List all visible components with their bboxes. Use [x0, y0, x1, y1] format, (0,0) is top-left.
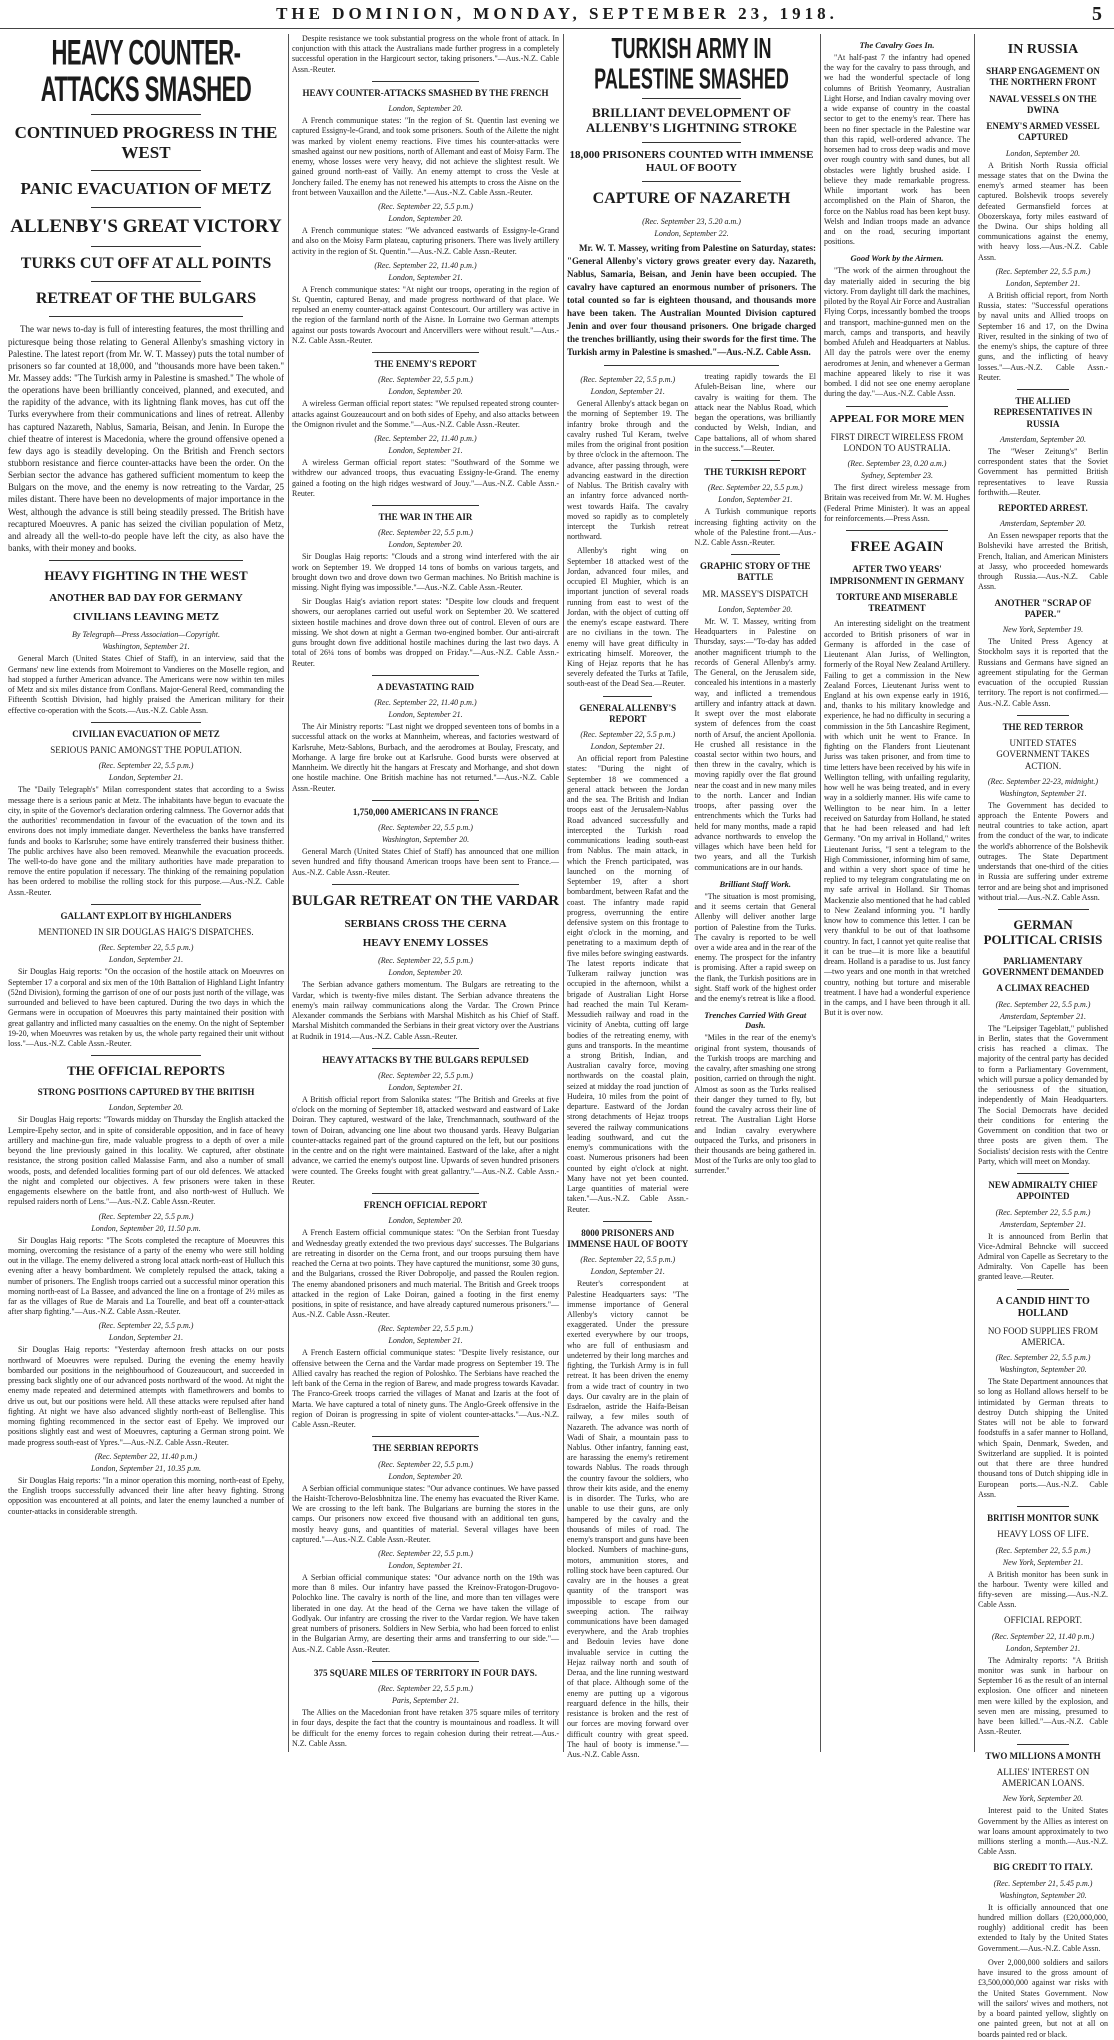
dateline: London, September 21. [1005, 278, 1081, 288]
article-body: "The work of the airmen throughout the day materially aided in securing the big victory. From daylight till dark the machines, piloted by the Royal Air Force and Australian Flying Corps, incessantly bombed the troops and transport, machine-gunned men on the march, camps and transports, and heavily bombed Afuleh and Headquarters at Nablus. All day the patrols were over the enemy aerodromes at Jenin, and whenever a German machine appeared likely to rise it was bombed. I did not see one enemy aeroplane during the day."—Aus.-N.Z. Cable Assn. [824, 266, 970, 399]
divider [642, 98, 742, 99]
article-body: A wireless German official report states: "Southward of the Somme we withdrew our advanced troops, thus evacuating Essigny-le-Grand. The enemy gained a footing on the high ridges westward of Jouy."—Aus.-N.Z. Cable Assn.-Reuter. [292, 458, 559, 498]
divider [1017, 715, 1069, 716]
subhead-parliamentary-government: PARLIAMENTARY GOVERNMENT DEMANDED [982, 955, 1104, 978]
subhead-serbians-cross-cerna: SERBIANS CROSS THE CERNA [344, 917, 507, 930]
article-body: A British official report from Salonika states: "The British and Greeks at five o'clock on the morning of September 18, attacked westward and eastward of Lake Doiran. They captured, westward of the lake, Trenchmannach, southward of the town of Doiran, advancing one line about two thousand yards. Heavy Bulgarian counter-attacks regained part of the ground captured on the left, but our positions in the centre and on the right were maintained. Eastward of the lake, after a night advance, we carried the enemy's outpost line. Upwards of seven hundred prisoners were counted. The Greeks fought with great gallantry."—Aus.-N.Z. Cable Assn.-Reuter. [292, 1095, 559, 1186]
subhead-airmen: Good Work by the Airmen. [850, 253, 944, 264]
dateline: London, September 21, 10.35 p.m. [91, 1463, 201, 1473]
article-body: Allenby's right wing on September 18 attacked west of the Jordan, advanced four miles, and occupied El Mughier, which is an important junction of several roads running from east to west of the Jordan, with the object of cutting off the enemy's escape eastward. There are no civilians in the town. The enemy will have great difficulty in extricating himself. Moreover, the King of Hejaz reports that he has severely defeated the Turks at Tafile, south-east of the Dead Sea.—Reuter. [567, 546, 689, 689]
article-body: It is announced from Berlin that Vice-Admiral Behncke will succeed Admiral von Capelle as Secretary to the Admiralty. Von Capelle has been granted leave.—Reuter. [978, 1231, 1108, 1282]
subhead-cavalry-goes-in: The Cavalry Goes In. [859, 40, 935, 50]
received-line: (Rec. September 22, 5.5 p.m.) [995, 266, 1091, 276]
subhead-strong-positions: STRONG POSITIONS CAPTURED BY THE BRITISH [37, 1087, 255, 1098]
headline-continued-progress: CONTINUED PROGRESS IN THE WEST [14, 123, 278, 162]
dateline: London, September 20. [388, 540, 463, 550]
headline-square-miles: 375 SQUARE MILES OF TERRITORY IN FOUR DAYS. [314, 1667, 537, 1678]
dateline: London, September 21. [388, 1561, 463, 1571]
received-line: (Rec. September 22, 5.5 p.m.) [378, 1071, 473, 1081]
headline-free-again: FREE AGAIN [850, 539, 944, 556]
received-line: (Rec. September 22, 5.5 p.m.) [995, 1545, 1091, 1555]
subcolumn-left [567, 372, 689, 1764]
received-line: (Rec. September 22, 5.5 p.m.) [580, 1255, 676, 1265]
divider [1017, 1289, 1069, 1290]
article-body: Interest paid to the United States Government by the Allies as interest on war loans amount approximately to two millions sterling a month.—Aus.-N.Z. Cable Assn. [978, 1806, 1108, 1857]
headline-red-terror: THE RED TERROR [1002, 721, 1084, 732]
dateline: London, September 21. [1005, 1643, 1081, 1653]
divider [91, 246, 201, 247]
dateline: London, September 20. [718, 604, 793, 614]
article-body: Reuter's correspondent at Palestine Headquarters says: "The immense importance of General Allenby's victory cannot be exaggerated. Under the pressure exerted everywhere by our troops, who are full of enthusiasm and undeterred by their long marches and fighting, the Turkish Army is in full retreat. It has been driven the enemy from a wide tract of country in two days. Our cavalry are in the plain of Esdraelon, astride the Haifa-Beisan railway, a few miles south of Nazareth. The advance was north of Wadi of Shair, a mountain pass to Nablus. Other infantry, fanning east, are harassing the enemy's retirement towards Nablus. The roads through the country favour the soldiers, who throw their kits aside, and the enemy is in disorder. The Turks, who are unable to use their guns, are only hampered by the cavalry and the thousands of miles of road. The enemy's transport and guns have been blocked. Numbers of machine-guns, motors, ammunition stores, and rolling stock have been captured. Our cavalry are in the houses a great quantity of the transport was impossible to escape from our sweeping action. The railway communications have been damaged everywhere, and the Arab trophies and Bedouin levies have done invaluable service in cutting the Hejaz railway north and south of Deraa, and the line running westward of that place. Although some of the enemy are putting up a vigorous rearguard defence in the hills, their resistance is broken and the rest of our forces are moving forward over difficult country with great speed. The haul of booty is immense."—Aus.-N.Z. Cable Assn. [567, 1279, 689, 1760]
subhead-climax-reached: A CLIMAX REACHED [996, 983, 1090, 994]
dateline: London, September 21. [388, 1083, 463, 1093]
divider [91, 904, 201, 905]
headline-official-reports: THE OFFICIAL REPORTS [67, 1063, 225, 1079]
article-body: The "Daily Telegraph's" Milan correspondent states that according to a Swiss message there is a serious panic at Metz. The inhabitants have begun to evacuate the city, in spite of the Governor's declaration ordering calmness. The Governor adds that the authorities' recommendation in favour of the evacuation of the town and its environs does not imply immediate danger. Nevertheless the banks have transferred funds and books to Karlsruhe; some have entirely transferred their business thither. The public archives have also been removed. Meanwhile the evacuation proceeds. The well-to-do have gone and the military authorities have made preparation to remove the entire population if necessary. The thinking of the remaining population has been ordered to mobilise the rolling stock for this purpose.—Aus.-N.Z. Cable Assn.-Reuter. [8, 785, 284, 897]
article-body: The Allies on the Macedonian front have retaken 375 square miles of territory in four days, despite the fact that the country is mountainous and roadless. It will be difficult for the enemy forces to regain cohesion during their retreat.—Aus.-N.Z. Cable Assn. [292, 1708, 559, 1748]
dateline: New York, September 19. [1002, 625, 1084, 635]
article-body: It is officially announced that one hundred million dollars (£20,000,000, roughly) additional credit has been extended to Italy by the United States Government.—Aus.-N.Z. Cable Assn. [978, 1902, 1108, 1953]
article-body: The Admiralty reports: "A British monitor was sunk in harbour on September 16 as the result of an internal explosion. One officer and nineteen men were killed by the explosion, and seven men are missing, presumed to have been killed."—Aus.-N.Z. Cable Assn.-Reuter. [978, 1655, 1108, 1737]
article-body: Sir Douglas Haig reports: "Clouds and a strong wind interfered with the air work on September 19. We dropped 14 tons of bombs on various targets, and brought down two and drove down two German machines. No British machine is missing. Night flying was impossible."—Aus.-N.Z. Cable Assn.-Reuter. [292, 552, 559, 593]
divider [91, 722, 201, 723]
article-body: A British North Russia official message states that on the Dwina the enemy's armed steamer has been captured. Bolshevik troops severely defeated Germansfield forces at Obozerskaya, forty miles eastward of the Dwina. Our ships holding all communications against the enemy, with heavy loss.—Aus.-N.Z. Cable Assn. [978, 160, 1108, 262]
headline-scrap-of-paper: ANOTHER "SCRAP OF PAPER." [994, 597, 1092, 619]
column-rule [563, 34, 564, 1752]
article-body: Sir Douglas Haig reports: "In a minor operation this morning, north-east of Epehy, the English troops successfully advanced their line after heavy fighting. Strong opposition was encountered at all points, and later the enemy launched a number of counter-attacks in considerable strength. [8, 1475, 284, 1516]
article-body: The Serbian advance gathers momentum. The Bulgars are retreating to the Vardar, which is twenty-five miles distant. The Serbian advance threatens the enemy's main railway communications along the Vardar. The Crown Prince Alexander commands the Serbians with Marshal Mishitch as his Chief of Staff. Marshal Mishitch commanded the Serbians in their great victory over the Austrians at Rudnik in 1914.—Aus.-N.Z. Cable Assn.-Reuter. [292, 980, 559, 1041]
article-body: A wireless German official report states: "We repulsed repeated strong counter-attacks against Gouzeaucourt and on both sides of Epehy, and also attacks between the Omignon rivulet and the Somme."—Aus.-N.Z. Cable Assn.-Reuter. [292, 399, 559, 429]
headline-monitor-sunk: BRITISH MONITOR SUNK [987, 1513, 1099, 1523]
divider [604, 365, 778, 366]
divider [846, 406, 948, 407]
article-body: Despite resistance we took substantial progress on the whole front of attack. In conjunction with this attack the Australians made further progress in a completely successful operation in the Hargicourt sector, taking prisoners."—Aus.-N.Z. Cable Assn.-Reuter. [292, 34, 559, 74]
war-news-summary: The war news to-day is full of interesting features, the most thrilling and picturesque being those relating to General Allenby's smashing victory in Palestine. The latest report (from Mr. W. T. Massey) puts the total number of prisoners so far counted at 18,000, and "thousands more have been taken." Mr. Massey adds: "The Turkish army in Palestine is smashed." The whole of the operations have been brilliantly conceived, planned, and executed, and the rapidity of the advance, with its lightning flank moves, has cut off the Turks everywhere from their communications and lines of retreat. Allenby has captured Nazareth, Nablus, Samaria, Beisan, and Jenin. In Europe the chief theatre of interest is Macedonia, where the ground offensive opened a few days ago is steadily developing. On the British and French sectors stubborn resistance and fierce counter-attacks have been the order. On the Serbian sector the advance has gathered sufficient momentum to keep the Bulgars on the move, and the enemy is now retreating to the Vardar, 25 miles distant. There have been no developments of major importance in the West, although the advance is still being steadily pressed. The British have recaptured Moeuvres. A panic has seized the civilian population of Metz, and already all the well-to-do people have left the city, as also have the banks, with their money and books. [8, 324, 284, 553]
subhead-trenches-carried: Trenches Carried With Great Dash. [704, 1010, 807, 1031]
received-line: (Rec. September 22, 5.5 p.m.) [98, 943, 194, 953]
headline-turks-cut-off: TURKS CUT OFF AT ALL POINTS [20, 254, 272, 272]
dateline: New York, September 21. [1002, 1557, 1084, 1567]
received-line: (Rec. September 22, 5.5 p.m.) [378, 956, 473, 966]
subhead-haig-dispatches: MENTIONED IN SIR DOUGLAS HAIG'S DISPATCHES. [38, 927, 254, 938]
article-body: The Government has decided to approach the Entente Powers and neutral countries to take action, apart from the conduct of the war, to indicate the world's abhorrence of the Bolshevik outrages. The State Department understands that one-third of the cities in Russia are suffering under extreme terror and are being shot and imprisoned without trial.—Aus.-N.Z. Cable Assn. [978, 800, 1108, 902]
article-body: The State Department announces that so long as Holland allows herself to be intimidated by German threats to destroy Dutch shipping the United States will not be able to forward foodstuffs in a safer manner to Holland, which Spain, Denmark, Sweden, and Switzerland are supplied. It is pointed out that there are three hundred thousand tons of Dutch shipping idle in European ports.—Aus.-N.Z. Cable Assn. [978, 1377, 1108, 1499]
divider [998, 909, 1089, 910]
subhead-serious-panic: SERIOUS PANIC AMONGST THE POPULATION. [50, 745, 242, 756]
divider [372, 1048, 479, 1049]
received-line: (Rec. September 22, 5.5 p.m.) [378, 1684, 473, 1694]
dateline: London, September 20. [388, 1471, 463, 1481]
dateline: New York, September 20. [1002, 1794, 1084, 1804]
lead-massey-report: Mr. W. T. Massey, writing from Palestine on Saturday, states: "General Allenby's victory grows greater every day. Nazareth, Nablus, Samaria, Beisan, and Jenin have been occupied. The cavalry have captured an enormous number of prisoners. The total counted so far is eighteen thousand, and thousands more have been taken. The Australian Mounted Division captured Jenin and over four thousand prisoners. One brigade charged the trenches brilliantly, using their swords for the first time. The Turkish army in Palestine is smashed."—Aus.-N.Z. Cable Assn. [567, 242, 816, 358]
subcolumn-right [695, 372, 817, 1764]
subhead-first-wireless: FIRST DIRECT WIRELESS FROM LONDON TO AUSTRALIA. [830, 431, 964, 453]
headline-reported-arrest: REPORTED ARREST. [998, 502, 1088, 513]
received-line: (Rec. September 22, 11.40 p.m.) [991, 1631, 1095, 1641]
received-line: (Rec. September 22, 11.40 p.m.) [94, 1451, 198, 1461]
headline-heavy-fighting-west: HEAVY FIGHTING IN THE WEST [44, 568, 248, 584]
subcolumns [567, 372, 816, 1764]
headline-graphic-story: GRAPHIC STORY OF THE BATTLE [700, 561, 811, 583]
received-line: (Rec. September 22, 5.5 p.m.) [378, 202, 473, 212]
divider [372, 800, 479, 801]
divider [91, 170, 201, 171]
subhead-no-food-supplies: NO FOOD SUPPLIES FROM AMERICA. [987, 1325, 1099, 1347]
divider [91, 1055, 201, 1056]
dateline: London, September 21. [388, 272, 463, 282]
article-body: A Serbian official communique states: "Our advance continues. We have passed the Haisht-Tcherovo-Belosbhnitza line. The enemy has evacuated the River Kame. We are crossing to the left bank. The Bulgarians are burning the stores in the camps. Our prisoners now exceed five thousand with an additional ten guns, mostly heavy guns, and quantities of material. Several villages have been captured."—Aus.-N.Z. Cable Assn.-Reuter. [292, 1483, 559, 1544]
received-line: (Rec. September 23, 5.20 a.m.) [642, 216, 741, 226]
divider [603, 1221, 652, 1222]
divider [372, 1193, 479, 1194]
headline-french-official: FRENCH OFFICIAL REPORT [363, 1200, 488, 1211]
article-body: Over 2,000,000 soldiers and sailors have insured to the gross amount of £3,500,000,000 against war risks with the United States Government. Now will the sailors' wives and mothers, not by a board painted yellow, slightly on one painted green, but not at all on boards painted red or black. [978, 1957, 1108, 2039]
article-body: A French Eastern official communique states: "Despite lively resistance, our offensive between the Cerna and the Vardar made progress on September 19. The Allied cavalry has reached the region of Poloshko. The Serbians have reached the left bank of the Cerna in the region of Barew, and made progress towards Kavadar. The Franco-Greek troops carried the villages of Manat and Izaris at the foot of Marta. We have captured a total of ninety guns. The Anglo-Greek offensive in the region of Doiran is progressing in spite of violent counter-attacks."—Aus.-N.Z. Cable Assn.-Reuter. [292, 1348, 559, 1430]
column-3 [567, 32, 816, 1760]
article-body: treating rapidly towards the El Afuleh-Beisan line, where our cavalry is waiting for them. The attack near the Nablus Road, which began the operations, was brilliantly conducted by Welsh, Indian, and Cape battalions, all of whom shared in the success."—Reuter. [694, 372, 816, 453]
article-body: The "Leipsiger Tageblatt," published in Berlin, states that the Government crisis has reached a climax. The majority of the central party has decided to form a Parliamentary Government, which will pursue a policy demanded by the seriousness of the situation, independently of Main Headquarters. The Social Democrats have decided their conditions for entering the Government on condition that two or three posts are given them. The Socialists' decision rests with the Centre Party, which will meet on Monday. [978, 1023, 1108, 1166]
dateline: Washington, September 20. [381, 835, 470, 845]
article-body: Sir Douglas Haig reports: "The Scots completed the recapture of Moeuvres this morning, overcoming the resistance of a party of the enemy who were still holding out in the village. The enemy delivered a strong local attack north-east of Hulluch this evening after a heavy bombardment. We completely repulsed the attack, taking a number of prisoners. The English troops carried out a successful minor operation this morning north-east of La Bassee, and advanced the line on a frontage of 2½ miles as far as the villages of Rue de Marais and La Tourelle, and beat off a counter-attack after sharp fighting."—Aus.-N.Z. Cable Assn.-Reuter. [8, 1235, 284, 1317]
headline-turkish-army-smashed: TURKISH ARMY IN PALESTINE SMASHED [594, 32, 789, 95]
received-line: (Rec. September 22, 5.5 p.m.) [995, 999, 1091, 1009]
divider [846, 530, 948, 531]
article-body: The first direct wireless message from Britain was received from Mr. W. M. Hughes (Federal Prime Minister). It was an appeal for reinforcements.—Press Assn. [824, 483, 970, 523]
divider [372, 352, 479, 353]
dateline: Amsterdam, September 21. [1000, 1219, 1086, 1229]
column-2 [292, 34, 559, 1752]
column-rule [974, 34, 975, 1752]
dateline: Washington, September 20. [999, 1365, 1087, 1375]
dateline: London, September 20. [388, 214, 463, 224]
article-body: An Essen newspaper reports that the Bolsheviki have arrested the British, French, Italian, and American Ministers at Jassy, who proceeded homewards through Russia.—Aus.-N.Z. Cable Assn. [978, 531, 1108, 592]
subhead-sharp-engagement: SHARP ENGAGEMENT ON THE NORTHERN FRONT [986, 66, 1100, 88]
headline-bulgar-retreat: BULGAR RETREAT ON THE VARDAR [292, 892, 560, 909]
headline-two-millions: TWO MILLIONS A MONTH [985, 1750, 1101, 1761]
dateline: London, September 20, 11.50 p.m. [91, 1223, 201, 1233]
divider [91, 114, 201, 115]
article-body: General March (United States Chief of Staff) has announced that one million seven hundred and fifty thousand American troops have been sent to France.—Aus.-N.Z. Cable Assn.-Reuter. [292, 847, 559, 877]
dateline: London, September 21. [108, 773, 184, 783]
headline-counter-attacks: HEAVY COUNTER-ATTACKS SMASHED [40, 32, 252, 110]
dateline: Amsterdam, September 20. [1000, 519, 1086, 529]
article-body: Sir Douglas Haig reports: "Yesterday afternoon fresh attacks on our posts northward of Moeuvres were repulsed. During the evening the enemy heavily bombarded our positions in the neighbourhood of Gouzeaucourt, and succeeded in pressing back slightly one of our advanced posts northward of the wood. At night the enemy made repeated and determined attempts with flamethrowers and bombs to drive us out, but our positions were held. All these attacks were repulsed after hand fighting. At night we have also advanced slightly north-east of Bellenglise. This morning fighting recommenced in the sector east of Epehy. We improved our positions slightly east and west of Moeuvres, capturing a German strong point. We made progress south-east of Ypres."—Aus.-N.Z. Cable Assn.-Reuter. [8, 1345, 284, 1447]
article-body: "The situation is most promising, and it seems certain that General Allenby will deliver another large portion of Palestine from the Turks. The cavalry is reported to be well over a wide area and in the rear of the enemy. The prospect for the infantry is promising. After a rapid sweep on the flank, the Turkish positions are in sight. Staff work of the highest order and the enemy's retreat is like a flood. [694, 891, 816, 1004]
received-line: (Rec. September 22, 5.5 p.m.) [98, 761, 194, 771]
subhead-armed-vessel: ENEMY'S ARMED VESSEL CAPTURED [986, 121, 1100, 143]
divider [332, 884, 519, 885]
article-body: Mr. W. T. Massey, writing from Headquarters in Palestine on Thursday, says:—"To-day has added another magnificent triumph to the records of General Allenby's army. The General, on the Jerusalem side, concealed his intentions in a masterly way, and inflicted a tremendous artillery and infantry attack at dawn. It swept over the most elaborate system of defences from the coast north of Arsuf, the ancient Apollonia. He crushed all resistance in the coastal sector within two hours, and then threw in the cavalry, which is moving rapidly over the flat ground near the coast and in new many miles to the north. Lancer and Indian troops, after passing over the entrenchments which the Turks had held for many months, made a rapid advance northwards to envelop the villages which have been held for two years, and all the Turkish communications are in our hands. [694, 616, 816, 872]
column-rule [820, 34, 821, 1752]
subhead-heavy-loss: HEAVY LOSS OF LIFE. [997, 1529, 1089, 1540]
subhead-two-years-imprisonment: AFTER TWO YEARS' IMPRISONMENT IN GERMANY [829, 564, 965, 586]
subhead-massey-dispatch: MR. MASSEY'S DISPATCH [702, 588, 809, 599]
received-line: (Rec. September 22, 5.5 p.m.) [378, 823, 473, 833]
divider [642, 181, 742, 182]
headline-allenby-report: GENERAL ALLENBY'S REPORT [579, 702, 677, 724]
column-rule [288, 34, 289, 1752]
headline-americans-in-france: 1,750,000 AMERICANS IN FRANCE [352, 806, 499, 817]
received-line: (Rec. September 22, 11.40 p.m.) [374, 434, 477, 444]
article-body: A Turkish communique reports increasing fighting activity on the whole of the Palestine front.—Aus.-N.Z. Cable Assn.-Reuter. [694, 507, 816, 547]
article-body: Sir Douglas Haig's aviation report states: "Despite low clouds and frequent showers, our aeroplanes carried out useful work on September 20. We scattered sixteen hostile machines and drove down three out of control. Eleven of ours are missing. We shot down at night a German two-engined bomber. Our anti-aircraft guns brought down five additional hostile machines during the last two days. A total of 26¼ tons of bombs was dropped on Friday."—Aus.-N.Z. Cable Assn.-Reuter. [292, 597, 559, 668]
column-1 [8, 34, 284, 1752]
dateline: London, September 20. [388, 104, 463, 114]
divider [1017, 1744, 1069, 1745]
received-line: (Rec. September 22, 5.5 p.m.) [378, 528, 473, 538]
article-body: "Miles in the rear of the enemy's original front system, thousands of the Turkish troops are marching and the cavalry, after smashing one strong position, carried on through the night. Almost as soon as the Turks realised their danger they turned to fly, but found the cavalry across their line of retreat. The Australian Light Horse and Indian cavalry everywhere outpaced the Turks, and prisoners in their thousands are being gathered in. Most of the Turks are only too glad to surrender." [694, 1033, 816, 1176]
article-body: An interesting sidelight on the treatment accorded to British prisoners of war in Germany is afforded in the case of Lieutenant Alan Juriss, of Wellington, formerly of the Royal New Zealand Artillery. Failing to get a commission in the New Zealand Forces, Lieutenant Juriss went to England at his own expense early in 1916, and, thanks to his military knowledge and experience, he had no difficulty in securing a commission in the 5th Lancashire Regiment, with which unit he went to France. In fighting on the Flanders front Lieutenant Juriss was taken prisoner, and from time to time letters have been received by his wife in Wellington telling, with unfailing regularity, how well he was being treated, and in every way in a soldierly manner. His wife came to Wellington to be near him. In a letter received on Saturday from Holland, he stated that he had been released and had left Germany. "On my arrival in Holland," writes Lieutenant Juriss, "I sent a telegram to the High Commissioner, informing him of same, and within a very short space of time he replied to my telegram congratulating me on my safe arrival in Holland. Sir Thomas Mackenzie also mentioned that he had cabled to New Zealand informing you. "I hardly know how to commence this letter. I can be very thankful to be out of that loathsome country. In fact, I cannot yet quite realise that it can be true—it is more like a beautiful dream. Holland is a paradise to us. Just fancy—two years and one month in that wretched country, nothing but torture and miserable treatment. I have had a wonderful experience in the camps, and I have been through it all. But it is over now. [824, 619, 970, 1018]
subhead-naval-vessels: NAVAL VESSELS ON THE DWINA [989, 93, 1097, 115]
received-line: (Rec. September 22-23, midnight.) [987, 776, 1099, 786]
article-body: An official report from Palestine states: "During the night of September 18 we commenced a general attack between the Jordan and the sea. The British and Indian troops east of the Jerusalem-Nablus Road advanced successfully and intercepted the Turkish road communications leading south-east from Nablus. The main attack, in which the French participated, was launched on the morning of September 19, after a short bombardment, between Rafat and the coast. The infantry made rapid progress, overrunning the entire defensive system on this frontage to eight o'clock in the morning, and penetrating to a maximum depth of five miles before swinging eastwards. The latest reports indicate that Tulkeram railway junction was occupied in the afternoon, whilst a brigade of Australian Light Horse had reached the main Tul Keram-Messudieh railway and road in the vicinity of Anebta, cutting off large bodies of the retreating enemy, with guns and transports. In the meantime a strong British, Indian, and Australian cavalry force, moving northwards on the coastal plain, seized at midday the road junction of Hudeira, 10 miles from the point of departure. Eastward of the Jordan strong detachments of Hejaz troops severed the railway communications leading southward, and cut the enemy's communications with the coast. Numerous prisoners had been counted by eight o'clock at night. Many have not yet been counted. Large quantities of material were taken."—Aus.-N.Z. Cable Assn.-Reuter. [567, 754, 689, 1214]
dateline: Amsterdam, September 21. [1000, 1011, 1086, 1021]
dateline: London, September 20. [388, 387, 463, 397]
masthead [0, 0, 1114, 29]
dateline: Sydney, September 23. [861, 471, 933, 481]
received-line: (Rec. September 22, 11.40 p.m.) [374, 260, 477, 270]
dateline: London, September 20. [388, 968, 463, 978]
headline-in-russia: IN RUSSIA [1007, 42, 1079, 57]
divider [731, 554, 780, 555]
dateline: London, September 21. [108, 1333, 184, 1343]
article-body: Sir Douglas Haig reports: "On the occasion of the hostile attack on Moeuvres on September 17 a corporal and six men of the 10th Battalion of Highland Light Infantry (52nd Division), forming the garrison of one of our posts just north of the village, was surrounded and believed to have been captured. During the two days in which the Germans were in occupation of Moeuvres this party maintained their position with great gallantry and inflicted many casualties on the enemy. On the night of September 19-20, when Moeuvres was retaken by us, the whole party regained their unit without loss."—Aus.-N.Z. Cable Assn.-Reuter. [8, 967, 284, 1049]
dateline: London, September 21. [718, 495, 793, 505]
headline-war-in-air: THE WAR IN THE AIR [378, 512, 473, 523]
subhead-18000-prisoners: 18,000 PRISONERS COUNTED WITH IMMENSE HAUL OF BOOTY [569, 148, 814, 175]
subhead-civilians-leaving-metz: CIVILIANS LEAVING METZ [73, 611, 219, 624]
dateline: London, September 21. [590, 1267, 665, 1277]
dateline: London, September 21. [388, 446, 463, 456]
subhead-brilliant-development: BRILLIANT DEVELOPMENT OF ALLENBY'S LIGHTNING STROKE [586, 104, 797, 136]
headline-enemy-report: THE ENEMY'S REPORT [374, 359, 477, 370]
received-line: (Rec. September 22, 5.5 p.m.) [580, 375, 676, 385]
article-body: A French Eastern official communique states: "On the Serbian front Tuesday and Wednesday greatly extended the two previous days' successes. The Bulgarians are retreating in disorder on the Cerna front, and our troops pursuing them have reached the Cerna at two points. They have captured the munitionsr, some 30 guns, and the Bulgarians, crossed the River Dobropolje, and passed the Roulen region. The enemy abandoned prisoners and much material. The British and Greek troops attacked in the region of Lake Doiran, gained a footing in the first enemy positions, in spite of resistance, and have already captured numerous prisoners."—Aus.-N.Z. Cable Assn.-Reuter. [292, 1228, 559, 1320]
divider [49, 560, 242, 561]
dateline: London, September 21. [108, 955, 184, 965]
received-line: (Rec. September 22, 5.5 p.m.) [98, 1211, 194, 1221]
dateline: London, September 21. [590, 742, 665, 752]
subhead-us-government: UNITED STATES GOVERNMENT TAKES ACTION. [996, 738, 1090, 771]
headline-smashed-by-french: HEAVY COUNTER-ATTACKS SMASHED BY THE FRENCH [302, 87, 549, 98]
received-line: (Rec. September 22, 5.5 p.m.) [98, 1321, 194, 1331]
dateline: Washington, September 21. [999, 788, 1087, 798]
headline-serbian-reports: THE SERBIAN REPORTS [372, 1443, 479, 1454]
subhead-bad-day-germany: ANOTHER BAD DAY FOR GERMANY [49, 592, 243, 605]
article-body: The "Weser Zeitung's" Berlin correspondent states that the Soviet Government has permitted British representatives to leave Russia forthwith.—Reuter. [978, 446, 1108, 497]
headline-devastating-raid: A DEVASTATING RAID [376, 681, 475, 692]
dateline: Amsterdam, September 20. [1000, 434, 1086, 444]
divider [91, 207, 201, 208]
subhead-official-report: OFFICIAL REPORT. [1004, 1615, 1082, 1626]
dateline: Washington, September 20. [999, 1890, 1087, 1900]
headline-gallant-exploit: GALLANT EXPLOIT BY HIGHLANDERS [60, 910, 232, 921]
subhead-heavy-enemy-losses: HEAVY ENEMY LOSSES [362, 937, 489, 950]
article-body: A French communique states: "In the region of St. Quentin last evening we captured Essigny-le-Grand, and took some prisoners. South of the Ailette the night was marked by violent enemy reactions. Five times his counter-attacks were smashed against our new positions, north of Allemant and east of Moisy Farm. The enemy, whose losses were very heavy, did not achieve the slightest result. We gained ground north-east of Vailly. An enemy attempt to cross the Vesle at Jonchery failed. The enemy has not renewed his attempts to cross the Aisne on the front between Vauxaillon and the Ailette."—Aus.-N.Z. Cable Assn.-Reuter. [292, 116, 559, 197]
headline-allenby-victory: ALLENBY'S GREAT VICTORY [10, 215, 282, 237]
headline-admiralty-chief: NEW ADMIRALTY CHIEF APPOINTED [988, 1180, 1098, 1202]
article-body: General March (United States Chief of Staff), in an interview, said that the Germans' new line extends from Moiremont to Vandieres on the Moselle region, and had stopped a further American advance. The Americans were now within ten miles of Metz and six miles distance from Conflans. Major-General Reed, commanding the Fifteenth Scottish Division, had highly praised the American military for their effective co-operation with the Scots.—Aus.-N.Z. Cable Assn. [8, 654, 284, 715]
subhead-torture-treatment: TORTURE AND MISERABLE TREATMENT [836, 591, 958, 614]
byline: By Telegraph—Press Association—Copyright. [72, 630, 220, 640]
dateline: London, September 22. [654, 228, 729, 238]
divider [372, 505, 479, 506]
divider [372, 1436, 479, 1437]
dateline: London, September 21. [590, 387, 665, 397]
received-line: (Rec. September 22, 5.5 p.m.) [378, 1324, 473, 1334]
subhead-allies-interest: ALLIES' INTEREST ON AMERICAN LOANS. [996, 1766, 1090, 1789]
divider [372, 1661, 479, 1662]
divider [91, 281, 201, 282]
headline-capture-nazareth: CAPTURE OF NAZARETH [592, 190, 791, 208]
divider [1017, 1506, 1069, 1507]
headline-credit-italy: BIG CREDIT TO ITALY. [993, 1862, 1093, 1873]
dateline: London, September 20. [388, 1216, 463, 1226]
dateline: Paris, September 21. [391, 1696, 460, 1706]
article-body: The United Press Agency at Stockholm says it is reported that the Russians and Germans have signed an agreement stipulating for the German evacuation of the occupied Russian territory. The report is not confirmed.—Aus.-N.Z. Cable Assn. [978, 637, 1108, 708]
dateline: London, September 21. [388, 710, 463, 720]
divider [49, 316, 242, 317]
headline-turkish-report: THE TURKISH REPORT [704, 467, 807, 478]
divider [603, 696, 652, 697]
divider [372, 81, 479, 82]
received-line: (Rec. September 22, 5.5 p.m.) [378, 1459, 473, 1469]
headline-8000-prisoners: 8000 PRISONERS AND IMMENSE HAUL OF BOOTY [567, 1227, 689, 1250]
divider [1017, 1173, 1069, 1174]
received-line: (Rec. September 21, 5.45 p.m.) [993, 1878, 1093, 1888]
article-body: "At half-past 7 the infantry had opened the way for the cavalry to pass through, and we had the wonderful spectacle of long columns of British Yeomanry, Australian Light Horse, and Indian cavalry moving over a wide expanse of country in the coastal sector to get to the enemy's rear. There has been no finer spectacle in the Palestine war than this rapid, well-ordered advance. The horsemen had to cross deep wadis and move over rough country with sand dunes, but all obstacles were lightly brushed aside. I believe they made remarkable progress. While important work has been accomplished on the Plain of Sharon, the force on the Nablus road has been kept busy. Welsh and Indian troops made an advance and on the road, securing important positions. [824, 53, 970, 247]
divider [642, 142, 742, 143]
article-body: A Serbian official communique states: "Our advance north on the 19th was more than 8 miles. Our infantry have passed the Kreinov-Fratogon-Drugovo-Polochko line. The cavalry is north of the line, and more than ten villages were liberated in one day. At the head of the Cerna we have taken the village of Godlyak. Our infantry are crossing the river to the Vardar region. We have taken great numbers of prisoners. Soldiers in New Serbia, who had been forced to enlist in the Bulgarian Army, are deserting their arms and transferring to our side."—Aus.-N.Z. Cable Assn.-Reuter. [292, 1573, 559, 1654]
headline-allied-representatives: THE ALLIED REPRESENTATIVES IN RUSSIA [993, 396, 1093, 429]
received-line: (Rec. September 23, 0.20 a.m.) [847, 459, 947, 469]
article-body: A French communique states: "At night our troops, operating in the region of St. Quentin, captured Benay, and made progress northward of that place. We repulsed an enemy counter-attack against Contescourt. Our artillery was active in the region of the farmland north of the Aisne. In Lorraine two German attempts against our posts towards Avocourt and Ancervillers were without result."—Aus.-N.Z. Cable Assn.-Reuter. [292, 284, 559, 345]
article-body: General Allenby's attack began on the morning of September 19. The infantry broke through and the cavalry rushed Tul Keram, twelve miles from the original front position by three o'clock in the afternoon. The advance, after passing through, were advancing eastward in the direction of Nablus. The British cavalry with an infantry force advanced north-west towards Haifa. The cavalry moved so rapidly as to completely intercept the Turkish retreat northward. [567, 399, 689, 542]
received-line: (Rec. September 22, 5.5 p.m.) [995, 1207, 1091, 1217]
article-body: Sir Douglas Haig reports: "Towards midday on Thursday the English attacked the Lempire-Epehy sector, and in spite of considerable opposition, and in face of heavy artillery and machine-gun fire, made valuable progress to a depth of over a mile beyond the line previously gained in this locality. We captured, after obstinate resistance, the strong position called Malassise Farm, and also a number of small woods, posts, and defended localities forming part of our old defences. We attacked the night and completed our objectives. A few prisoners were taken in these engagements elsewhere on the battle front, and also north-west of Hulluch. We repulsed raiders north of Lens."—Aus.-N.Z. Cable Assn.-Reuter. [8, 1115, 284, 1207]
dateline: London, September 20. [1005, 148, 1081, 158]
headline-bulgar-attacks-repulsed: HEAVY ATTACKS BY THE BULGARS REPULSED [322, 1054, 529, 1065]
received-line: (Rec. September 22, 5.5 p.m.) [580, 730, 676, 740]
received-line: (Rec. September 22, 5.5 p.m.) [378, 1549, 473, 1559]
headline-panic-metz: PANIC EVACUATION OF METZ [20, 179, 272, 199]
received-line: (Rec. September 22, 5.5 p.m.) [378, 375, 473, 385]
column-5 [978, 34, 1108, 2039]
divider [731, 460, 780, 461]
headline-candid-hint: A CANDID HINT TO HOLLAND [996, 1295, 1090, 1319]
article-body: The Air Ministry reports: "Last night we dropped seventeen tons of bombs in a successful attack on the works at Mannheim, whereas, and factories westward of Karlsruhe, Metz-Sablons, Burbach, and the aerodromes at Boulay, Frescaty, and Morhange. A large fire broke out at Karlsruhe. Good bursts were observed at Mannheim. We directly hit the hangars at Frescaty and Morhange, and shot down one hostile machine. One British machine has not returned."—Aus.-N.Z. Cable Assn.-Reuter. [292, 722, 559, 793]
subhead-brilliant-staff-work: Brilliant Staff Work. [719, 878, 792, 889]
article-body: A British official report, from North Russia, states: "Successful operations by naval units and Allied troops on September 16 and 17, on the Dwina River, resulted in the sinking of two of the enemy's ships, the capture of three guns, and the inflicting of heavy losses."—Aus.-N.Z. Cable Assn.-Reuter. [978, 290, 1108, 382]
received-line: (Rec. September 22, 5.5 p.m.) [995, 1353, 1091, 1363]
article-body: A British monitor has been sunk in the harbour. Twenty were killed and fifty-seven are missing.—Aus.-N.Z. Cable Assn. [978, 1569, 1108, 1610]
divider [372, 675, 479, 676]
received-line: (Rec. September 22, 5.5 p.m.) [707, 483, 803, 493]
dateline: London, September 21. [388, 1336, 463, 1346]
headline-retreat-bulgars: RETREAT OF THE BULGARS [35, 290, 257, 308]
divider [1017, 389, 1069, 390]
headline-civilian-evacuation: CIVILIAN EVACUATION OF METZ [72, 728, 220, 739]
headline-appeal-more-men: APPEAL FOR MORE MEN [829, 412, 965, 425]
article-body: A French communique states: "We advanced eastwards of Essigny-le-Grand and also on the Moisy Farm plateau, capturing prisoners. There was lively artillery activity in the region of St. Quentin."—Aus.-N.Z. Cable Assn.-Reuter. [292, 226, 559, 256]
headline-german-crisis: GERMAN POLITICAL CRISIS [983, 917, 1103, 948]
masthead-title: THE DOMINION, MONDAY, SEPTEMBER 23, 1918. [276, 4, 838, 23]
column-4 [824, 34, 970, 1752]
received-line: (Rec. September 22, 11.40 p.m.) [374, 698, 477, 708]
dateline: London, September 20. [108, 1103, 184, 1113]
dateline: Washington, September 21. [102, 642, 190, 652]
page-number: 5 [1092, 3, 1102, 25]
